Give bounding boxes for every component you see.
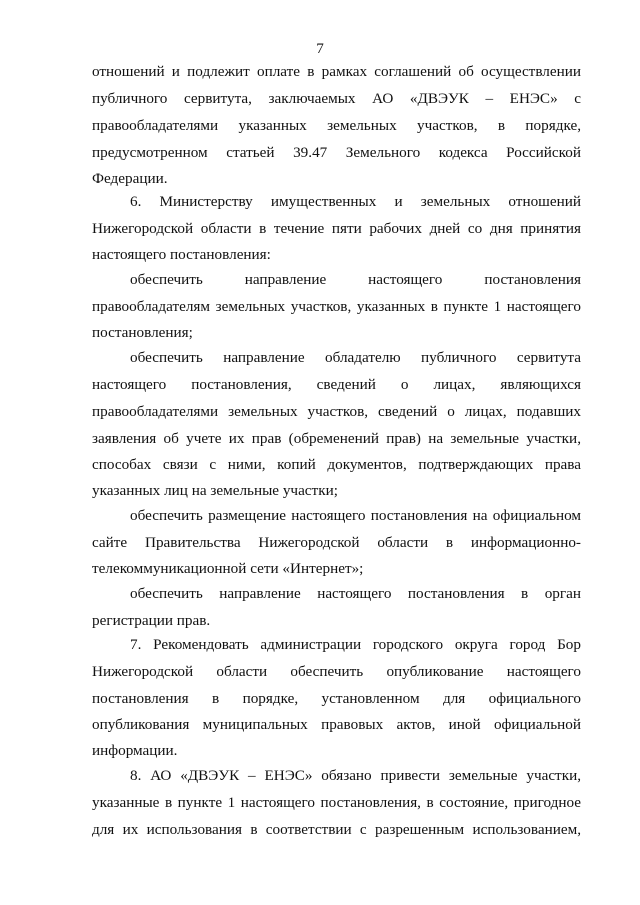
text-line: заявления об учете их прав (обременений прав) на земельные участки, [92,430,581,447]
text-line: для их использования в соответствии с разрешенным использованием, [92,821,581,838]
text-line: указанные в пункте 1 настоящего постановления, в состояние, пригодное [92,794,581,811]
text-line: постановления в порядке, установленном для официального [92,690,581,707]
text-line: постановления; [92,324,193,341]
paragraph-6-first-line: 6. Министерству имущественных и земельных отношений [130,193,581,210]
text-line: правообладателями указанных земельных участков, в порядке, [92,117,581,134]
list-item-first-line: обеспечить размещение настоящего постановления на официальном [130,507,581,524]
text-line: сайте Правительства Нижегородской области в информационно- [92,534,581,551]
list-item-first-line: обеспечить направление настоящего постановления [130,271,581,288]
list-item-first-line: обеспечить направление обладателю публичного сервитута [130,349,581,366]
list-item-first-line: обеспечить направление настоящего постановления в орган [130,585,581,602]
text-line: отношений и подлежит оплате в рамках соглашений об осуществлении [92,63,581,80]
text-line: Нижегородской области в течение пяти рабочих дней со дня принятия [92,220,581,237]
text-line: правообладателям земельных участков, указанных в пункте 1 настоящего [92,298,581,315]
text-line: Нижегородской области обеспечить опубликование настоящего [92,663,581,680]
text-line: настоящего постановления, сведений о лицах, являющихся [92,376,581,393]
text-line: регистрации прав. [92,612,211,629]
text-line: настоящего постановления: [92,246,271,263]
paragraph-7-first-line: 7. Рекомендовать администрации городского округа город Бор [130,636,581,653]
text-line: предусмотренном статьей 39.47 Земельного кодекса Российской [92,144,581,161]
text-line: информации. [92,742,178,759]
page-number: 7 [316,40,324,57]
text-line: способах связи с ними, копий документов, подтверждающих права [92,456,581,473]
text-line: Федерации. [92,170,168,187]
text-line: указанных лиц на земельные участки; [92,482,338,499]
text-line: телекоммуникационной сети «Интернет»; [92,560,364,577]
text-line: публичного сервитута, заключаемых АО «ДВЭУК – ЕНЭС» с [92,90,581,107]
text-line: опубликования муниципальных правовых актов, иной официальной [92,716,581,733]
paragraph-8-first-line: 8. АО «ДВЭУК – ЕНЭС» обязано привести земельные участки, [130,767,581,784]
text-line: правообладателями земельных участков, сведений о лицах, подавших [92,403,581,420]
